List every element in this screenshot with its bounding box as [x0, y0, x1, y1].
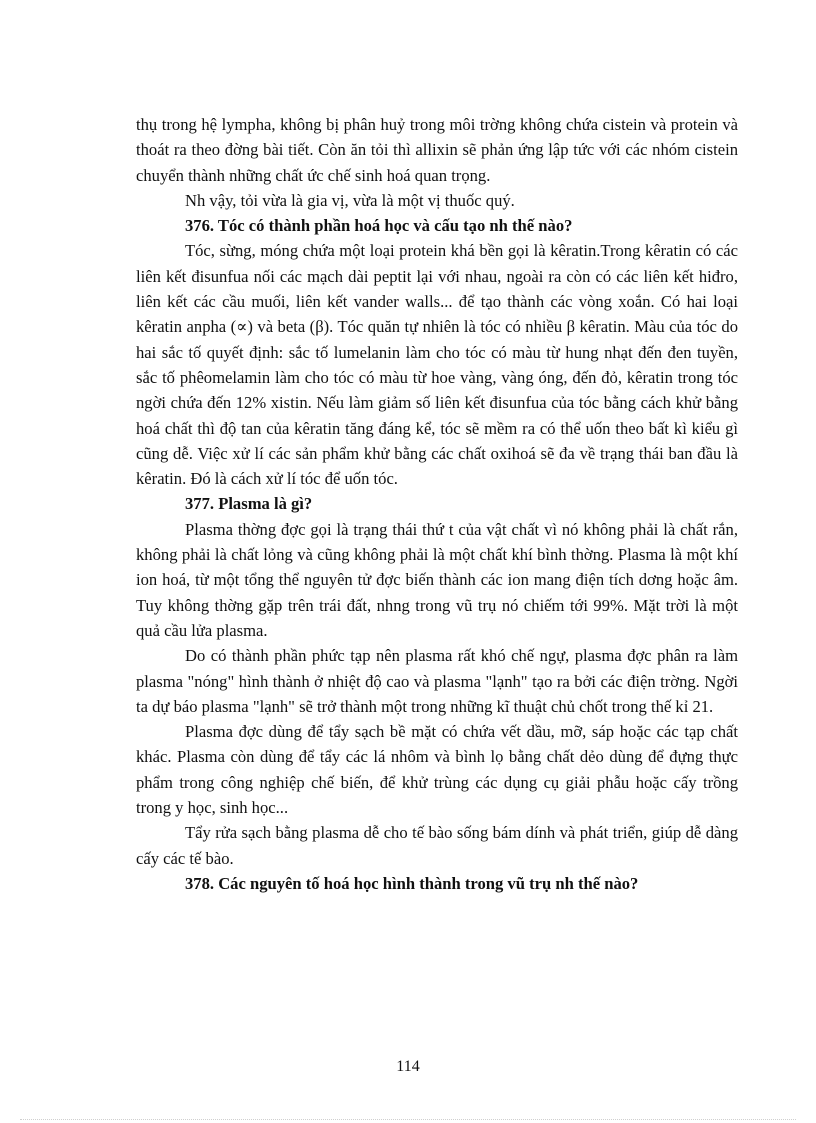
- section-heading-377: 377. Plasma là gì?: [185, 494, 313, 514]
- page-body: [136, 112, 738, 896]
- page-number: 114: [396, 1058, 420, 1075]
- paragraph-conclusion: Nh vậy, tỏi vừa là gia vị, vừa là một vị thuốc quý.: [185, 190, 515, 210]
- paragraph-plasma-types: Do có thành phần phức tạp nên plasma rất khó chế ngự, plasma đợc phân ra làm plasma "nóng" hình thành ở nhiệt độ cao và plasma "lạnh" tạo ra bởi các điện trờng. Ngời ta dự báo plasma "lạnh" sẽ trở thành một trong những kĩ thuật chủ chốt trong thế kỉ 21.: [136, 646, 738, 716]
- paragraph-tail: thụ trong hệ lympha, không bị phân huỷ trong môi trờng không chứa cistein và protein và thoát ra theo đờng bài tiết. Còn ăn tỏi thì allixin sẽ phản ứng lập tức với các nhóm cistein chuyển thành những chất ức chế sinh hoá quan trọng.: [136, 115, 738, 185]
- paragraph-plasma-uses: Plasma đợc dùng để tẩy sạch bề mặt có chứa vết dầu, mỡ, sáp hoặc các tạp chất khác. Plasma còn dùng để tẩy các lá nhôm và bình lọ bằng chất dẻo dùng để đựng thực phẩm trong công nghiệp chế biến, để khử trùng các dụng cụ giải phẫu hoặc cấy trồng trong y học, sinh học...: [136, 722, 738, 818]
- page-bottom-divider: [20, 1119, 796, 1120]
- paragraph-plasma-cells: Tẩy rửa sạch bằng plasma dễ cho tế bào sống bám dính và phát triển, giúp dễ dàng cấy các tế bào.: [136, 823, 738, 868]
- paragraph-plasma-definition: Plasma thờng đợc gọi là trạng thái thứ t của vật chất vì nó không phải là chất rắn, không phải là chất lỏng và cũng không phải là một chất khí bình thờng. Plasma là một khí ion hoá, từ một tổng thể nguyên tử đợc biến thành các ion mang điện tích dơng hoặc âm. Tuy không thờng gặp trên trái đất, nhng trong vũ trụ nó chiếm tới 99%. Mặt trời là một quả cầu lửa plasma.: [136, 519, 738, 640]
- paragraph-hair-composition: Tóc, sừng, móng chứa một loại protein khá bền gọi là kêratin.Trong kêratin có các liên kết đisunfua nối các mạch dài peptit lại với nhau, ngoài ra còn có các liên kết hiđro, liên kết các cầu muối, liên kết vander walls... để tạo thành các vòng xoắn. Có hai loại kêratin anpha (∝) và beta (β). Tóc quăn tự nhiên là tóc có nhiều β kêratin. Màu của tóc do hai sắc tố quyết định: sắc tố lumelanin làm cho tóc có màu từ hung nhạt đến đen tuyền, sắc tố phêomelamin làm cho tóc có màu từ hoe vàng, vàng óng, đến đỏ, kêratin trong tóc ngời chứa đến 12% xistin. Nếu làm giảm số liên kết đisunfua của tóc bằng cách khử bằng hoá chất thì độ tan của kêratin tăng đáng kể, tóc sẽ mềm ra có thể uốn theo bất kì kiểu gì cũng dễ. Việc xử lí các sản phẩm khử bằng các chất oxihoá sẽ đa về trạng thái ban đầu là kêratin. Đó là cách xử lí tóc để uốn tóc.: [136, 241, 738, 489]
- section-heading-376: 376. Tóc có thành phần hoá học và cấu tạo nh thế nào?: [185, 216, 573, 236]
- section-heading-378: 378. Các nguyên tố hoá học hình thành trong vũ trụ nh thế nào?: [185, 873, 639, 893]
